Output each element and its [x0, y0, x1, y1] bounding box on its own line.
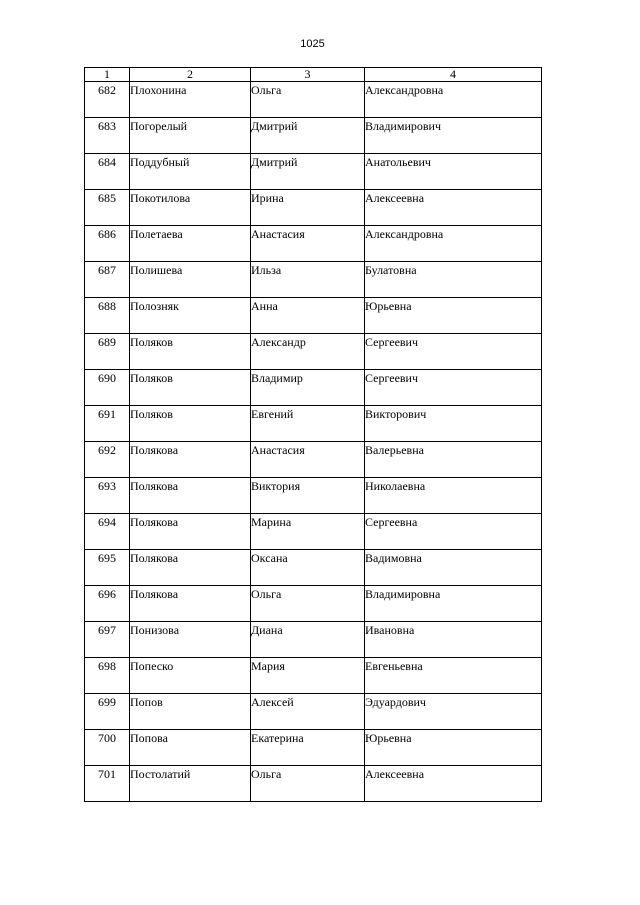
last-name-cell: Покотилова: [130, 190, 251, 226]
last-name-cell: Попеско: [130, 658, 251, 694]
table-row: [85, 694, 542, 730]
last-name-cell: Поддубный: [130, 154, 251, 190]
first-name-cell: Виктория: [251, 478, 365, 514]
patronymic-cell: Владимировна: [365, 586, 542, 622]
first-name-cell: Диана: [251, 622, 365, 658]
row-number-cell: 687: [85, 262, 130, 298]
patronymic-cell: Алексеевна: [365, 190, 542, 226]
first-name-cell: Ирина: [251, 190, 365, 226]
row-number-cell: 701: [85, 766, 130, 802]
first-name-cell: Анастасия: [251, 442, 365, 478]
header-col-2: 2: [130, 68, 251, 82]
patronymic-cell: Ивановна: [365, 622, 542, 658]
header-col-1: 1: [85, 68, 130, 82]
patronymic-cell: Сергеевич: [365, 334, 542, 370]
header-col-3: 3: [251, 68, 365, 82]
table-row: [85, 334, 542, 370]
last-name-cell: Полишева: [130, 262, 251, 298]
first-name-cell: Мария: [251, 658, 365, 694]
last-name-cell: Плохонина: [130, 82, 251, 118]
header-row: [85, 68, 542, 82]
row-number-cell: 700: [85, 730, 130, 766]
patronymic-cell: Евгеньевна: [365, 658, 542, 694]
row-number-cell: 688: [85, 298, 130, 334]
last-name-cell: Поляков: [130, 406, 251, 442]
row-number-cell: 682: [85, 82, 130, 118]
row-number-cell: 690: [85, 370, 130, 406]
last-name-cell: Полякова: [130, 442, 251, 478]
table-row: [85, 514, 542, 550]
row-number-cell: 693: [85, 478, 130, 514]
table-row: [85, 226, 542, 262]
row-number-cell: 683: [85, 118, 130, 154]
row-number-cell: 698: [85, 658, 130, 694]
table-row: [85, 766, 542, 802]
patronymic-cell: Булатовна: [365, 262, 542, 298]
last-name-cell: Поляков: [130, 370, 251, 406]
page-number: 1025: [300, 38, 325, 50]
last-name-cell: Полякова: [130, 550, 251, 586]
last-name-cell: Попов: [130, 694, 251, 730]
first-name-cell: Дмитрий: [251, 118, 365, 154]
patronymic-cell: Вадимовна: [365, 550, 542, 586]
first-name-cell: Екатерина: [251, 730, 365, 766]
table-row: [85, 622, 542, 658]
table-row: [85, 298, 542, 334]
table-row: [85, 478, 542, 514]
first-name-cell: Дмитрий: [251, 154, 365, 190]
row-number-cell: 696: [85, 586, 130, 622]
patronymic-cell: Владимирович: [365, 118, 542, 154]
patronymic-cell: Валерьевна: [365, 442, 542, 478]
row-number-cell: 692: [85, 442, 130, 478]
first-name-cell: Алексей: [251, 694, 365, 730]
table-row: [85, 658, 542, 694]
patronymic-cell: Николаевна: [365, 478, 542, 514]
last-name-cell: Полякова: [130, 514, 251, 550]
first-name-cell: Евгений: [251, 406, 365, 442]
table-row: [85, 406, 542, 442]
table-row: [85, 730, 542, 766]
patronymic-cell: Викторович: [365, 406, 542, 442]
last-name-cell: Полякова: [130, 478, 251, 514]
last-name-cell: Поляков: [130, 334, 251, 370]
patronymic-cell: Сергеевич: [365, 370, 542, 406]
row-number-cell: 684: [85, 154, 130, 190]
table-row: [85, 118, 542, 154]
patronymic-cell: Александровна: [365, 226, 542, 262]
last-name-cell: Понизова: [130, 622, 251, 658]
row-number-cell: 699: [85, 694, 130, 730]
row-number-cell: 689: [85, 334, 130, 370]
patronymic-cell: Сергеевна: [365, 514, 542, 550]
table-row: [85, 442, 542, 478]
patronymic-cell: Юрьевна: [365, 298, 542, 334]
row-number-cell: 685: [85, 190, 130, 226]
row-number-cell: 691: [85, 406, 130, 442]
last-name-cell: Полетаева: [130, 226, 251, 262]
table-header: [85, 68, 542, 82]
names-table: [84, 67, 542, 802]
patronymic-cell: Алексеевна: [365, 766, 542, 802]
first-name-cell: Ильза: [251, 262, 365, 298]
last-name-cell: Полозняк: [130, 298, 251, 334]
row-number-cell: 694: [85, 514, 130, 550]
row-number-cell: 697: [85, 622, 130, 658]
first-name-cell: Ольга: [251, 766, 365, 802]
table-row: [85, 262, 542, 298]
first-name-cell: Владимир: [251, 370, 365, 406]
last-name-cell: Полякова: [130, 586, 251, 622]
table-row: [85, 370, 542, 406]
table-body: [85, 82, 542, 802]
table-row: [85, 154, 542, 190]
first-name-cell: Анастасия: [251, 226, 365, 262]
patronymic-cell: Анатольевич: [365, 154, 542, 190]
patronymic-cell: Юрьевна: [365, 730, 542, 766]
first-name-cell: Оксана: [251, 550, 365, 586]
table-row: [85, 190, 542, 226]
table-row: [85, 586, 542, 622]
first-name-cell: Ольга: [251, 82, 365, 118]
table-row: [85, 82, 542, 118]
row-number-cell: 686: [85, 226, 130, 262]
row-number-cell: 695: [85, 550, 130, 586]
first-name-cell: Марина: [251, 514, 365, 550]
patronymic-cell: Эдуардович: [365, 694, 542, 730]
patronymic-cell: Александровна: [365, 82, 542, 118]
first-name-cell: Ольга: [251, 586, 365, 622]
table-row: [85, 550, 542, 586]
last-name-cell: Погорелый: [130, 118, 251, 154]
first-name-cell: Анна: [251, 298, 365, 334]
last-name-cell: Постолатий: [130, 766, 251, 802]
first-name-cell: Александр: [251, 334, 365, 370]
last-name-cell: Попова: [130, 730, 251, 766]
header-col-4: 4: [365, 68, 542, 82]
